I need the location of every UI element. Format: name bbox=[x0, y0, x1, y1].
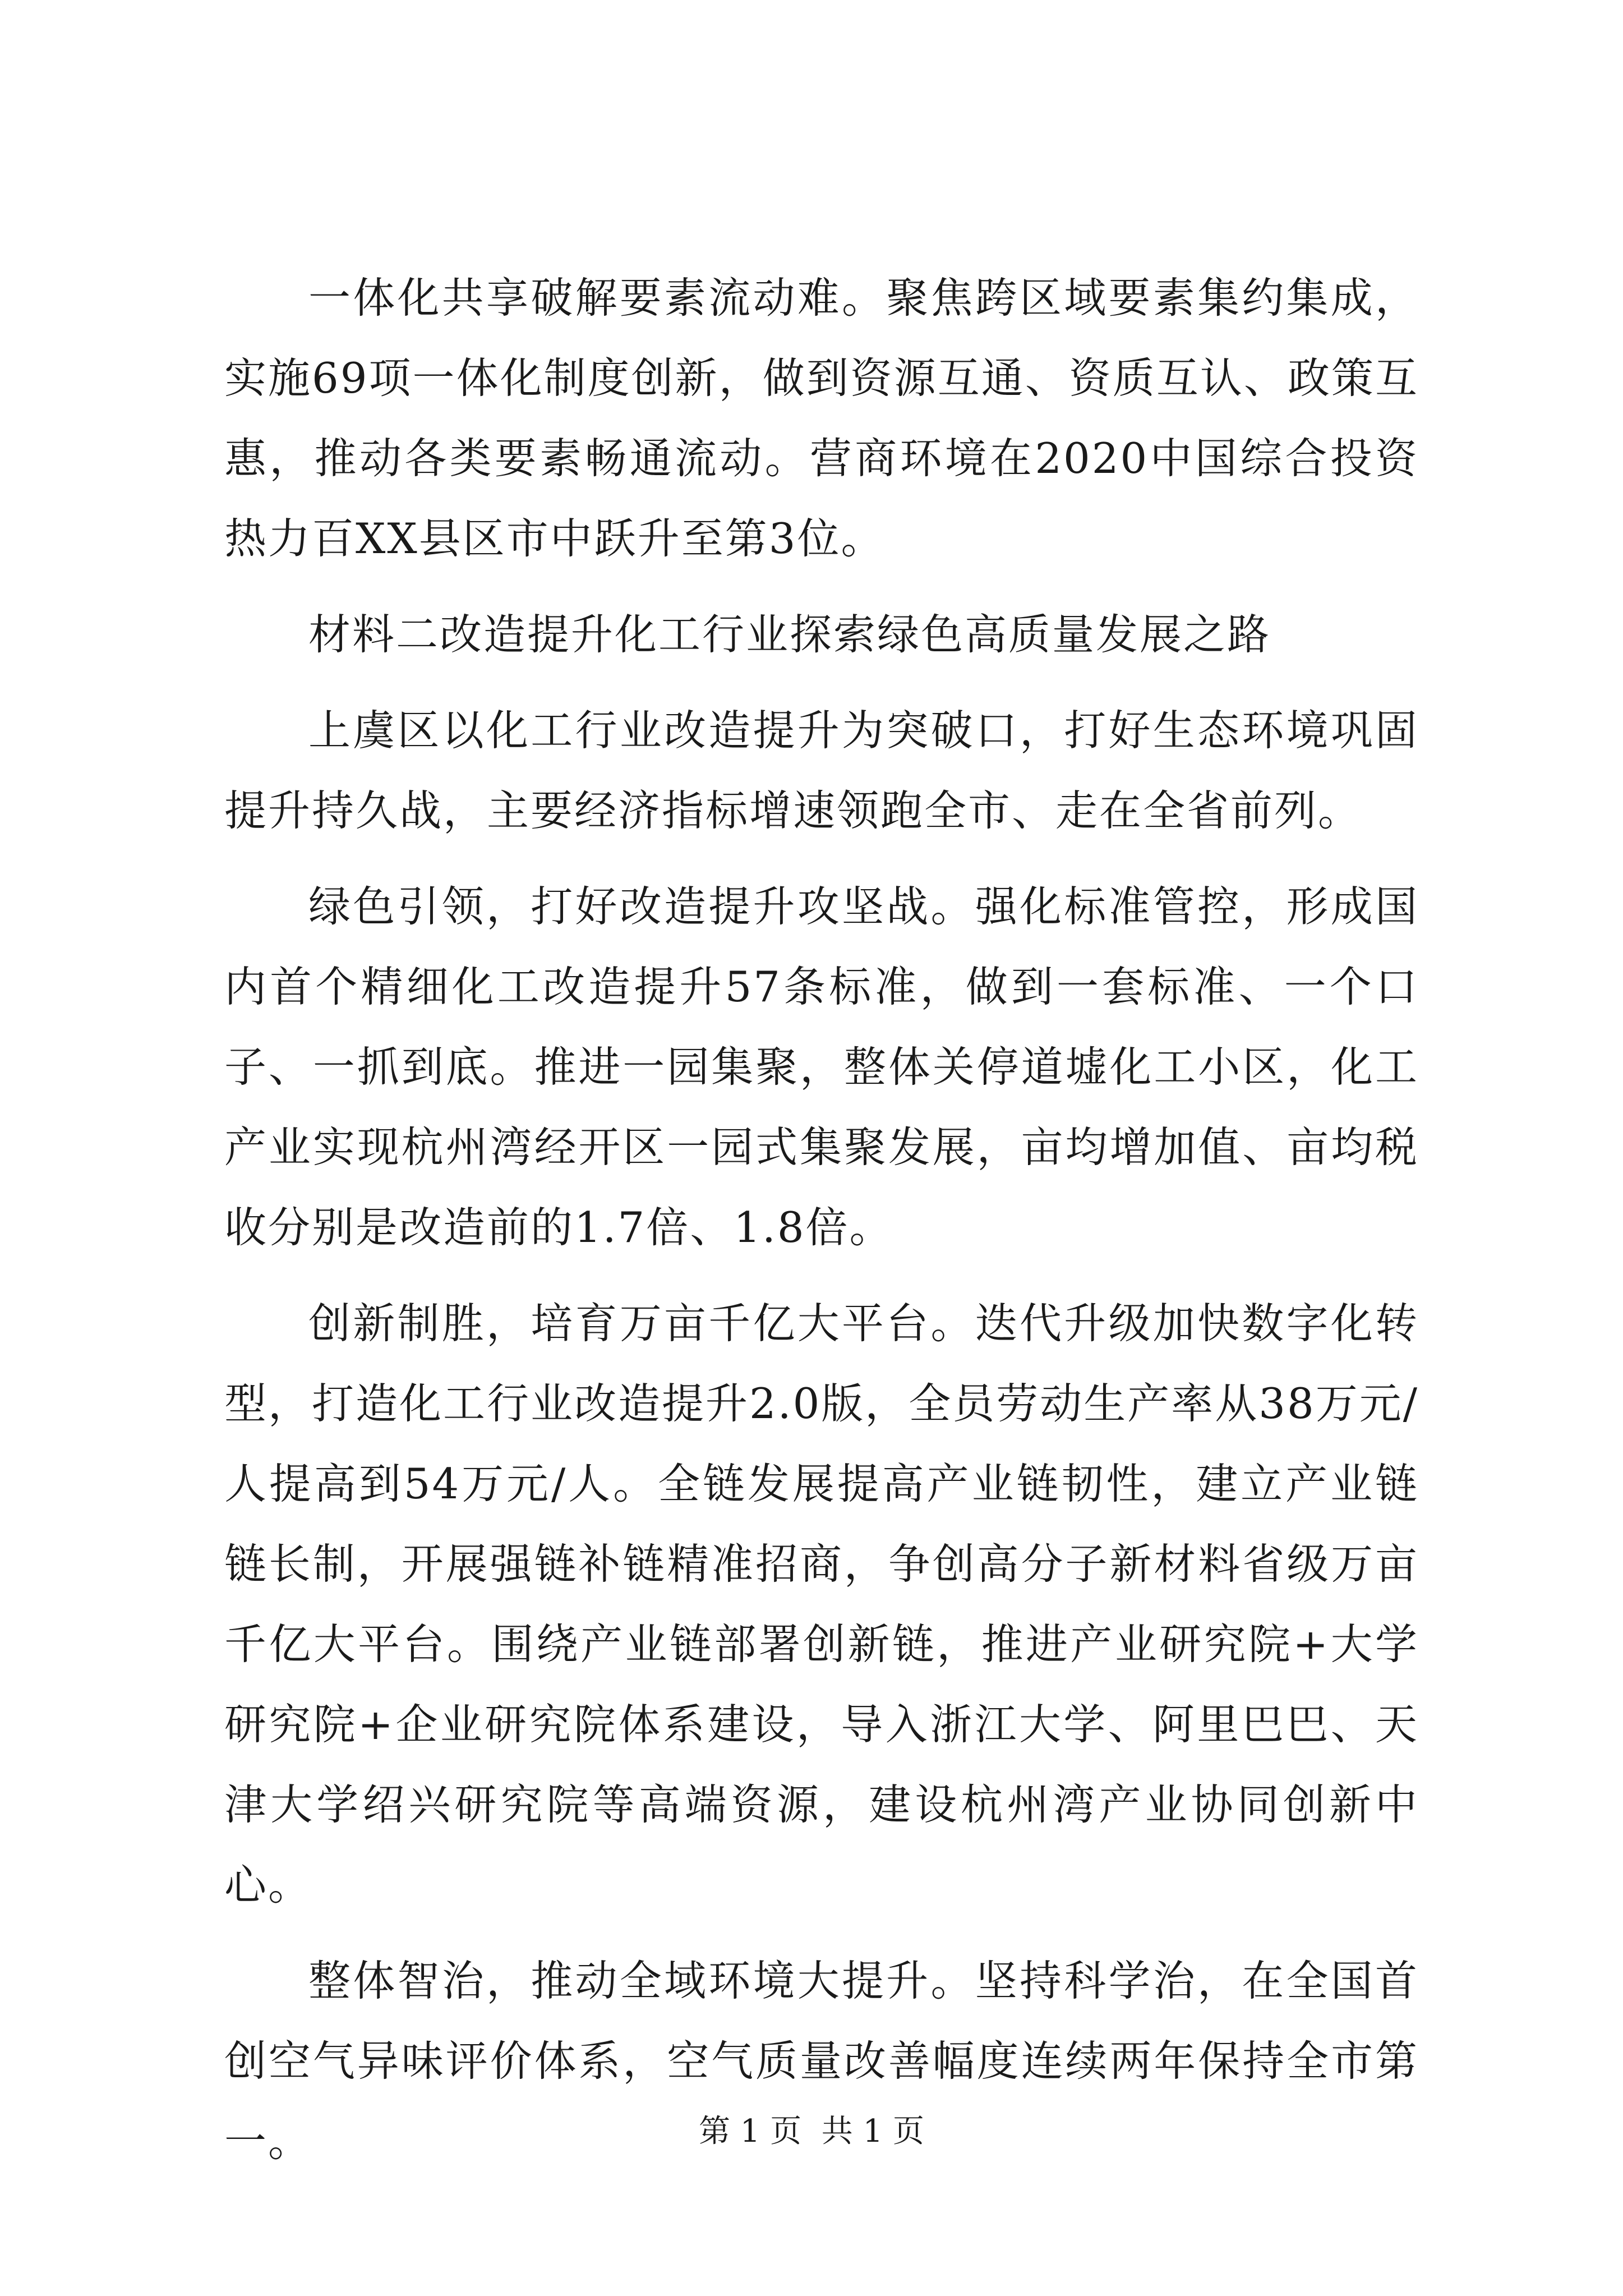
section-heading-material-two: 材料二改造提升化工行业探索绿色高质量发展之路 bbox=[308, 610, 1271, 659]
document-body bbox=[224, 258, 1419, 2197]
paragraph-green-leadership: 绿色引领，打好改造提升攻坚战。强化标准管控，形成国内首个精细化工改造提升57条标准，做到一套标准、一个口子、一抓到底。推进一园集聚，整体关停道墟化工小区，化工产业实现杭州湾经开区一园式集聚发展，亩均增加值、亩均税收分别是改造前的1.7倍、1.8倍。 bbox=[224, 882, 1419, 1252]
page-footer bbox=[0, 2109, 1623, 2154]
page-number-label: 第 1 页 共 1 页 bbox=[698, 2113, 925, 2150]
paragraph-innovation: 创新制胜，培育万亩千亿大平台。迭代升级加快数字化转型，打造化工行业改造提升2.0版，全员劳动生产率从38万元/人提高到54万元/人。全链发展提高产业链韧性，建立产业链链长制，开展强链补链精准招商，争创高分子新材料省级万亩千亿大平台。围绕产业链部署创新链，推进产业研究院+大学研究院+企业研究院体系建设，导入浙江大学、阿里巴巴、天津大学绍兴研究院等高端资源，建设杭州湾产业协同创新中心。 bbox=[224, 1299, 1419, 1910]
paragraph-integration: 一体化共享破解要素流动难。聚焦跨区域要素集约集成，实施69项一体化制度创新，做到资源互通、资质互认、政策互惠，推动各类要素畅通流动。营商环境在2020中国综合投资热力百XX县区市中跃升至第3位。 bbox=[224, 273, 1419, 563]
paragraph-shangyu-intro: 上虞区以化工行业改造提升为突破口，打好生态环境巩固提升持久战，主要经济指标增速领跑全市、走在全省前列。 bbox=[224, 706, 1419, 835]
paragraph-smart-governance: 整体智治，推动全域环境大提升。坚持科学治，在全国首创空气异味评价体系，空气质量改善幅度连续两年保持全市第一。 bbox=[224, 1956, 1419, 2166]
